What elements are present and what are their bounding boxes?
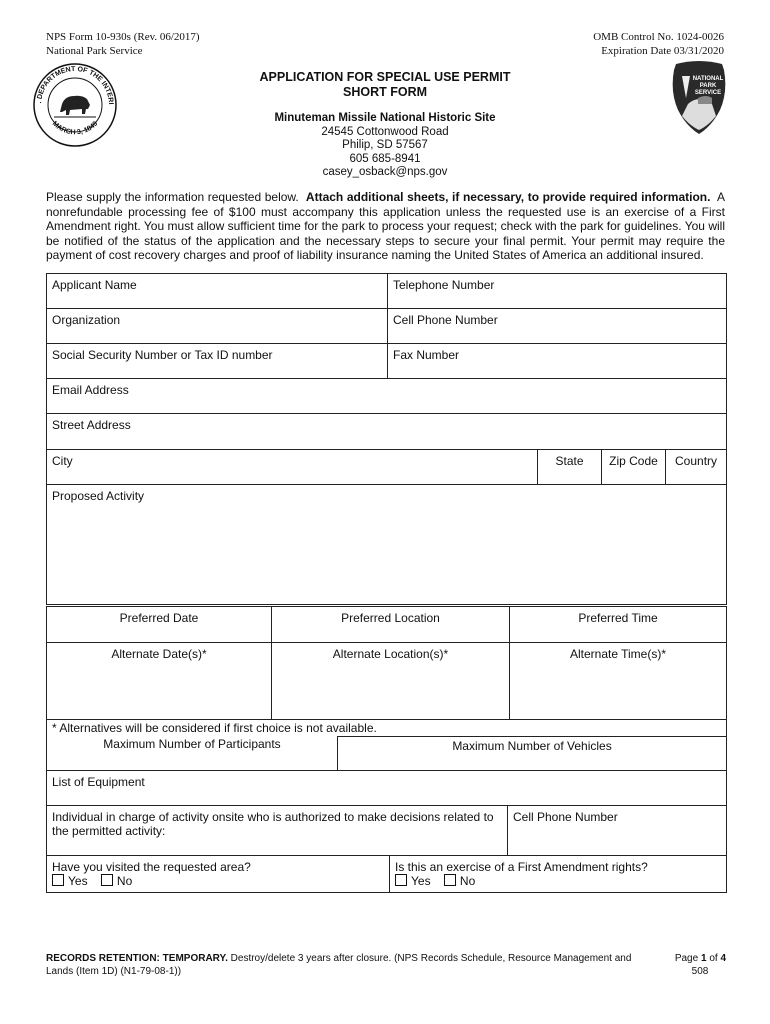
alternatives-note-text: * Alternatives will be considered if first choice is not available.: [52, 721, 377, 735]
svg-text:MARCH 3, 1849: [51, 120, 100, 136]
form-number: NPS Form 10-930s (Rev. 06/2017): [46, 31, 200, 43]
agency-name: National Park Service: [46, 45, 143, 57]
form-title-line1: APPLICATION FOR SPECIAL USE PERMIT: [259, 70, 511, 84]
fax-field[interactable]: [388, 344, 727, 379]
seal-top-text: . DEPARTMENT OF THE INTERI: [36, 65, 115, 105]
first-amendment-yes-checkbox[interactable]: [395, 874, 407, 886]
state-field[interactable]: [538, 450, 602, 485]
individual-cell-label: Cell Phone Number: [513, 810, 618, 824]
city-label: City: [52, 454, 73, 468]
form-title: [200, 70, 570, 100]
country-label: Country: [675, 454, 718, 468]
first-amendment-yes-label: Yes: [411, 874, 431, 888]
site-name: Minuteman Missile National Historic Site: [274, 112, 496, 124]
first-amendment-no-option[interactable]: [444, 874, 475, 888]
first-amendment-no-checkbox[interactable]: [444, 874, 456, 886]
preferred-location-label: Preferred Location: [341, 611, 440, 625]
ssn-label: Social Security Number or Tax ID number: [52, 348, 273, 362]
max-participants-field[interactable]: [47, 737, 338, 771]
zip-label: Zip Code: [609, 454, 658, 468]
organization-label: Organization: [52, 313, 121, 327]
doi-seal: [32, 62, 118, 148]
records-retention: [46, 952, 636, 978]
telephone-field[interactable]: [388, 274, 727, 309]
alternate-location-label: Alternate Location(s)*: [332, 647, 449, 661]
contact-block: [200, 112, 570, 180]
ssn-field[interactable]: [47, 344, 388, 379]
site-street: 24545 Cottonwood Road: [321, 125, 449, 138]
street-label: Street Address: [52, 418, 131, 432]
expiration-date: Expiration Date 03/31/2020: [601, 45, 724, 57]
form-code: 508: [691, 966, 709, 977]
records-retention-bold: RECORDS RETENTION: TEMPORARY.: [46, 953, 228, 964]
applicant-name-label: Applicant Name: [52, 278, 137, 292]
street-address-field[interactable]: [47, 414, 727, 450]
max-vehicles-field[interactable]: [338, 737, 727, 771]
fax-label: Fax Number: [393, 348, 460, 362]
cell-phone-field[interactable]: [388, 309, 727, 344]
nps-logo-text-3: SERVICE: [694, 90, 722, 96]
alternate-time-label: Alternate Time(s)*: [569, 647, 667, 661]
alternate-time-field[interactable]: [510, 643, 727, 720]
preferred-time-label: Preferred Time: [578, 611, 658, 625]
page-of: of: [709, 953, 718, 964]
email-label: Email Address: [52, 383, 129, 397]
max-participants-label: Maximum Number of Participants: [103, 736, 281, 751]
details-table: [46, 719, 727, 893]
visited-yes-checkbox[interactable]: [52, 874, 64, 886]
applicant-name-field[interactable]: [47, 274, 388, 309]
nps-logo-text-2: PARK: [699, 83, 717, 89]
alternate-location-field[interactable]: [272, 643, 510, 720]
applicant-info-table: [46, 273, 727, 605]
first-amendment-question: Is this an exercise of a First Amendment rights?: [395, 860, 648, 874]
visited-no-checkbox[interactable]: [101, 874, 113, 886]
alternate-date-field[interactable]: [47, 643, 272, 720]
visited-yes-option[interactable]: [52, 874, 88, 888]
site-phone: 605 685-8941: [349, 152, 421, 165]
email-field[interactable]: [47, 379, 727, 414]
alternatives-note: [47, 720, 727, 737]
preferred-time-field[interactable]: [510, 607, 727, 643]
nps-logo-text-1: NATIONAL: [692, 76, 724, 82]
visited-no-label: No: [116, 874, 133, 888]
individual-in-charge-field[interactable]: [47, 806, 508, 856]
organization-field[interactable]: [47, 309, 388, 344]
visited-no-option[interactable]: [101, 874, 132, 888]
visited-yes-label: Yes: [68, 874, 88, 888]
city-field[interactable]: [47, 450, 538, 485]
proposed-activity-field[interactable]: [47, 485, 727, 605]
intro-paragraph: [46, 190, 725, 263]
first-amendment-yes-option[interactable]: [395, 874, 431, 888]
page-indicator: [660, 952, 726, 978]
zip-field[interactable]: [602, 450, 666, 485]
individual-in-charge-label: Individual in charge of activity onsite who is authorized to make decisions related to the permitted activity:: [52, 810, 494, 838]
preferred-date-label: Preferred Date: [119, 611, 199, 625]
first-amendment-field: [390, 856, 727, 893]
site-city: Philip, SD 57567: [342, 139, 428, 151]
omb-control: OMB Control No. 1024-0026: [593, 31, 724, 43]
bison-icon: [54, 96, 96, 117]
schedule-table: [46, 606, 727, 720]
preferred-location-field[interactable]: [272, 607, 510, 643]
form-header-right: [593, 30, 724, 58]
intro-lead: Please supply the information requested below.: [46, 190, 299, 204]
max-vehicles-label: Maximum Number of Vehicles: [452, 739, 612, 753]
records-retention-text: Destroy/delete 3 years after closure. (NPS Records Schedule, Resource Management and Lands (Item 1D) (N1-79-08-1)): [46, 953, 632, 977]
cell-phone-label: Cell Phone Number: [393, 313, 498, 327]
preferred-date-field[interactable]: [47, 607, 272, 643]
visited-area-field: [47, 856, 390, 893]
individual-cell-field[interactable]: [508, 806, 727, 856]
alternate-date-label: Alternate Date(s)*: [111, 647, 207, 661]
intro-bold: Attach additional sheets, if necessary, to provide required information.: [305, 190, 711, 204]
telephone-label: Telephone Number: [393, 278, 495, 292]
seal-bottom-text: MARCH 3, 1849: [50, 120, 100, 137]
visited-area-question: Have you visited the requested area?: [52, 860, 251, 874]
first-amendment-no-label: No: [459, 874, 476, 888]
country-field[interactable]: [666, 450, 727, 485]
proposed-activity-label: Proposed Activity: [52, 489, 145, 503]
nps-arrowhead-logo: [668, 58, 730, 136]
site-email: casey_osback@nps.gov: [322, 166, 448, 178]
equipment-label: List of Equipment: [52, 775, 145, 789]
page-prefix: Page: [674, 953, 699, 964]
page-number: 1: [700, 953, 707, 964]
state-label: State: [555, 454, 584, 468]
page-total: 4: [720, 953, 726, 964]
form-title-line2: SHORT FORM: [342, 85, 428, 99]
intro-rest: A nonrefundable processing fee of $100 must accompany this application unless the requested use is an exercise of a First Amendment right. You must allow sufficient time for the park to process your request; check with the park for guidelines. You will be notified of the status of the application and the necessary steps to secure your final permit. Your permit may require the payment of cost recovery charges and proof of liability insurance naming the United States of America an additional insured.: [46, 190, 725, 262]
form-header-left: [46, 30, 200, 58]
equipment-field[interactable]: [47, 771, 727, 806]
